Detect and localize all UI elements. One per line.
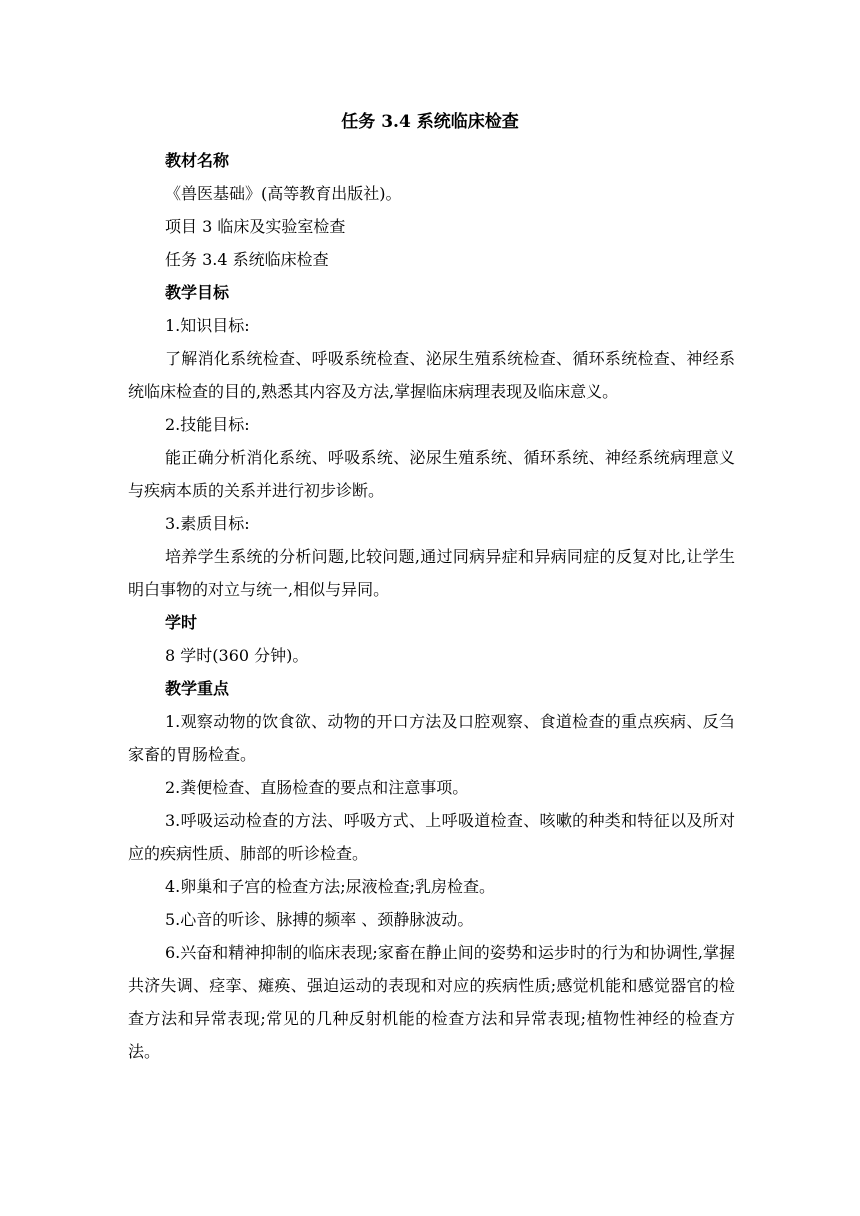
section-heading-goals: 教学目标 — [165, 283, 230, 302]
skill-goal-text: 能正确分析消化系统、呼吸系统、泌尿生殖系统、循环系统、神经系统病理意义与疾病本质的关系并进行初步诊断。 — [128, 448, 735, 500]
section-heading-textbook: 教材名称 — [165, 151, 230, 170]
key-point-item: 1.观察动物的饮食欲、动物的开口方法及口腔观察、食道检查的重点疾病、反刍家畜的胃肠检查。 — [128, 712, 735, 764]
document-body — [128, 144, 735, 1068]
section-heading-hours: 学时 — [165, 613, 198, 632]
skill-goal-label: 2.技能目标: — [165, 415, 250, 434]
quality-goal-text: 培养学生系统的分析问题,比较问题,通过同病异症和异病同症的反复对比,让学生明白事物的对立与统一,相似与异同。 — [128, 547, 735, 599]
textbook-line: 《兽医基础》(高等教育出版社)。 — [165, 184, 402, 203]
section-heading-key-points: 教学重点 — [165, 679, 230, 698]
hours-text: 8 学时(360 分钟)。 — [165, 646, 309, 665]
page-title: 任务 3.4 系统临床检查 — [341, 112, 519, 132]
key-point-item: 4.卵巢和子宫的检查方法;尿液检查;乳房检查。 — [165, 877, 496, 896]
quality-goal-label: 3.素质目标: — [165, 514, 250, 533]
key-point-item: 3.呼吸运动检查的方法、呼吸方式、上呼吸道检查、咳嗽的种类和特征以及所对应的疾病性质、肺部的听诊检查。 — [128, 811, 735, 863]
key-point-item: 2.粪便检查、直肠检查的要点和注意事项。 — [165, 778, 469, 797]
key-point-item: 5.心音的听诊、脉搏的频率 、颈静脉波动。 — [165, 910, 474, 929]
key-point-item: 6.兴奋和精神抑制的临床表现;家畜在静止间的姿势和运步时的行为和协调性,掌握共济失调、痉挛、瘫痪、强迫运动的表现和对应的疾病性质;感觉机能和感觉器官的检查方法和异常表现;常见的几种反射机能的检查方法和异常表现;植物性神经的检查方法。 — [128, 943, 735, 1061]
textbook-line: 项目 3 临床及实验室检查 — [165, 217, 346, 236]
knowledge-goal-text: 了解消化系统检查、呼吸系统检查、泌尿生殖系统检查、循环系统检查、神经系统临床检查的目的,熟悉其内容及方法,掌握临床病理表现及临床意义。 — [128, 349, 735, 401]
knowledge-goal-label: 1.知识目标: — [165, 316, 250, 335]
textbook-line: 任务 3.4 系统临床检查 — [165, 250, 329, 269]
